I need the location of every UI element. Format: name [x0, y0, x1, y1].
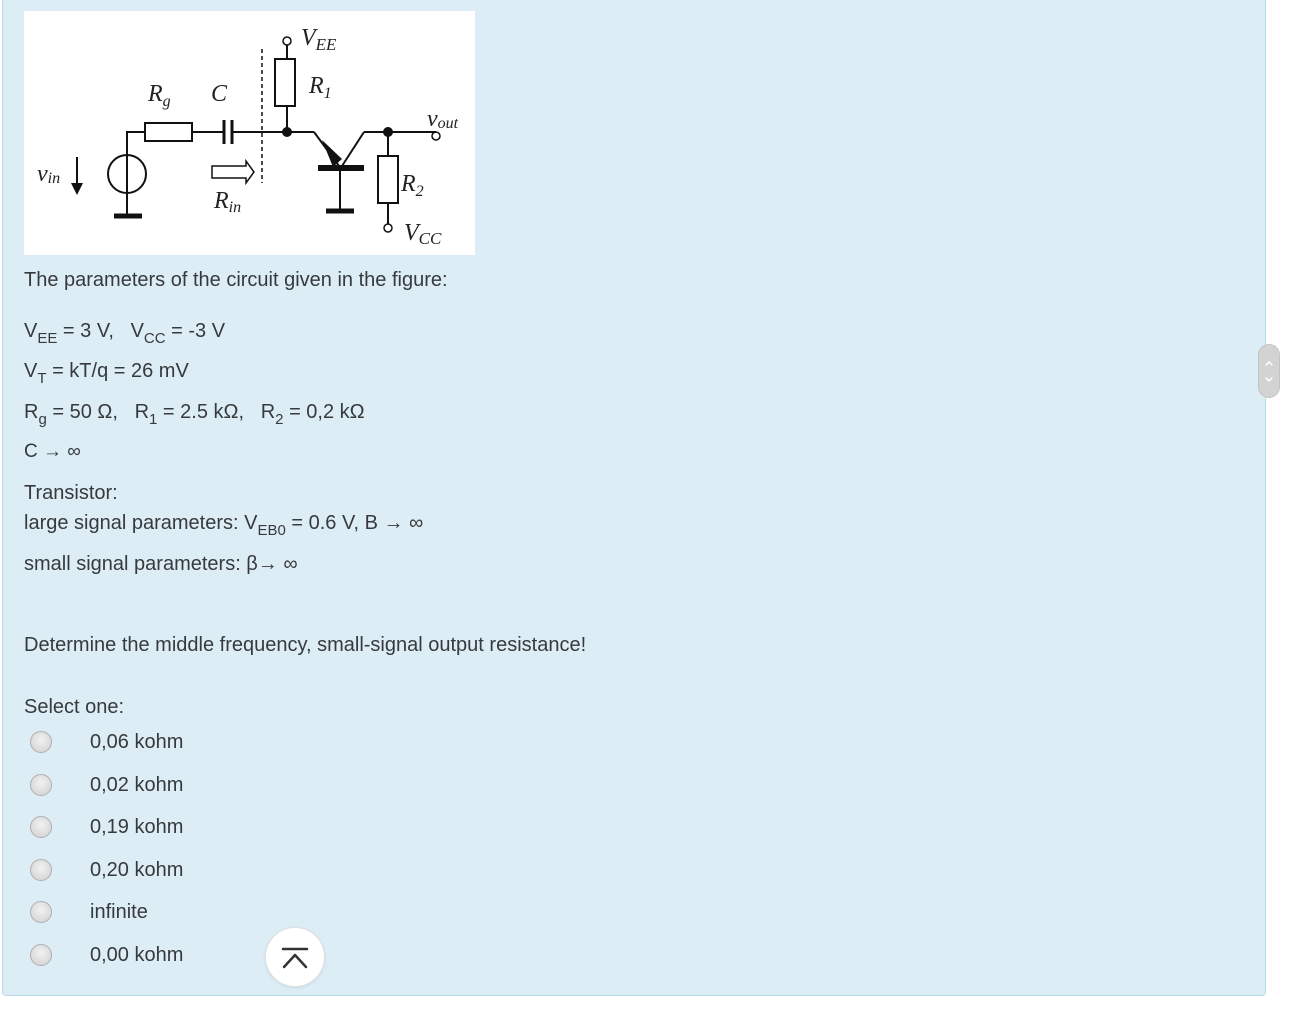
- radio-button[interactable]: [30, 944, 52, 966]
- svg-text:VCC: VCC: [404, 220, 442, 248]
- small-signal-params: small signal parameters: β→ ∞: [24, 553, 298, 575]
- svg-text:vin: vin: [37, 161, 61, 187]
- svg-text:Rg: $R_g$: [148, 81, 171, 110]
- svg-text:vout: vout: [427, 106, 459, 132]
- answer-option-label[interactable]: 0,02 kohm: [90, 774, 184, 796]
- answer-option-label[interactable]: 0,19 kohm: [90, 816, 184, 838]
- task-text: Determine the middle frequency, small-signal output resistance!: [24, 634, 587, 656]
- rg-resistor: [145, 123, 192, 141]
- select-one-label: Select one:: [24, 696, 125, 718]
- param-thermal-voltage: $V_T = kT/q = 26$ mV: [24, 360, 189, 387]
- svg-text:C: C: [211, 81, 228, 107]
- radio-button[interactable]: [30, 774, 52, 796]
- question-intro: The parameters of the circuit given in the figure:: [24, 269, 448, 291]
- radio-button[interactable]: [30, 731, 52, 753]
- answer-option-label[interactable]: 0,20 kohm: [90, 859, 184, 881]
- circuit-diagram: [24, 11, 475, 255]
- radio-button[interactable]: [30, 816, 52, 838]
- answer-option-label[interactable]: 0,06 kohm: [90, 731, 184, 753]
- large-signal-params: large signal parameters: $V_{EB0} = 0.6$ V, B → ∞: [24, 512, 424, 539]
- scroll-handle[interactable]: [1258, 344, 1280, 398]
- param-supply-voltages: $V_{EE} = 3$ V, $V_{CC} = -3$ V: [24, 320, 226, 347]
- transistor-heading: Transistor:: [24, 482, 118, 504]
- circuit-figure: [24, 11, 475, 255]
- r1-resistor: [275, 59, 295, 106]
- r2-resistor: [378, 156, 398, 203]
- svg-text:R1: $R_1$: [309, 73, 332, 102]
- svg-text:VEE: $V_{EE}$: [301, 25, 337, 54]
- param-capacitor: C → ∞: [24, 441, 81, 462]
- param-resistances: $R_g = 50$ Ω, $R_1 = 2.5$ kΩ, $R_2 = 0,2$ kΩ: [24, 401, 365, 428]
- radio-button[interactable]: [30, 859, 52, 881]
- radio-button[interactable]: [30, 901, 52, 923]
- back-to-top-button[interactable]: [265, 927, 325, 987]
- answer-option-label[interactable]: infinite: [90, 901, 148, 923]
- svg-text:Rin: Rin: [214, 188, 242, 216]
- answer-option-label[interactable]: 0,00 kohm: [90, 944, 184, 966]
- chevron-up-bar-icon: [266, 928, 324, 986]
- scroll-handle-icon: [1259, 345, 1279, 397]
- svg-text:R2: $R_2$: [401, 171, 424, 200]
